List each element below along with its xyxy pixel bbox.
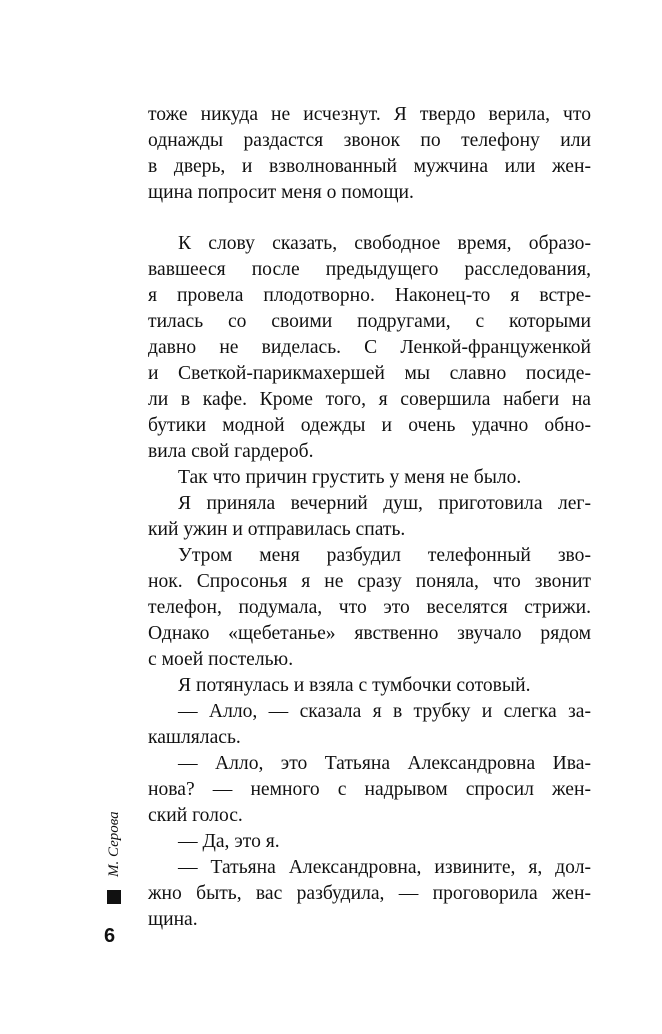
text-line: вила свой гардероб. bbox=[148, 441, 314, 462]
text-line: кашлялась. bbox=[148, 727, 241, 748]
text-line: однажды раздастся звонок по телефону или bbox=[148, 130, 591, 151]
square-marker-icon bbox=[107, 890, 121, 904]
running-head-author: М. Серова bbox=[106, 811, 122, 877]
text-line: щина. bbox=[148, 909, 198, 930]
text-line: кий ужин и отправилась спать. bbox=[148, 519, 406, 540]
text-line: — Алло, — сказала я в трубку и слегка за- bbox=[178, 701, 591, 722]
text-line: Утром меня разбудил телефонный зво- bbox=[178, 545, 591, 566]
text-line: вавшееся после предыдущего расследования, bbox=[148, 259, 591, 280]
text-line: ли в кафе. Кроме того, я совершила набеги на bbox=[148, 389, 591, 410]
text-line: тоже никуда не исчезнут. Я твердо верила, что bbox=[148, 104, 591, 125]
text-line: К слову сказать, свободное время, образо- bbox=[178, 233, 591, 254]
text-line: давно не виделась. С Ленкой-француженкой bbox=[148, 337, 591, 358]
text-line: я провела плодотворно. Наконец-то я встре- bbox=[148, 285, 591, 306]
text-line: телефон, подумала, что это веселятся стрижи. bbox=[148, 597, 591, 618]
text-line: Я приняла вечерний душ, приготовила лег- bbox=[178, 493, 591, 514]
text-line: и Светкой-парикмахершей мы славно посиде- bbox=[148, 363, 591, 384]
text-line: Так что причин грустить у меня не было. bbox=[178, 467, 522, 488]
text-line: щина попросит меня о помощи. bbox=[148, 182, 414, 203]
text-line: бутики модной одежды и очень удачно обно- bbox=[148, 415, 591, 436]
text-line: Однако «щебетанье» явственно звучало рядом bbox=[148, 623, 591, 644]
text-line: тилась со своими подругами, с которыми bbox=[148, 311, 591, 332]
text-line: нок. Спросонья я не сразу поняла, что звонит bbox=[148, 571, 591, 592]
text-line: ский голос. bbox=[148, 805, 243, 826]
text-line: нова? — немного с надрывом спросил жен- bbox=[148, 779, 591, 800]
text-line: с моей постелью. bbox=[148, 649, 294, 670]
text-line: — Алло, это Татьяна Александровна Ива- bbox=[178, 753, 591, 774]
text-line: — Татьяна Александровна, извините, я, дол- bbox=[178, 857, 591, 878]
text-line: Я потянулась и взяла с тумбочки сотовый. bbox=[178, 675, 531, 696]
text-line: — Да, это я. bbox=[178, 831, 280, 852]
text-line: жно быть, вас разбудила, — проговорила жен- bbox=[148, 883, 591, 904]
text-line: в дверь, и взволнованный мужчина или жен- bbox=[148, 156, 591, 177]
page-number: 6 bbox=[104, 925, 116, 947]
